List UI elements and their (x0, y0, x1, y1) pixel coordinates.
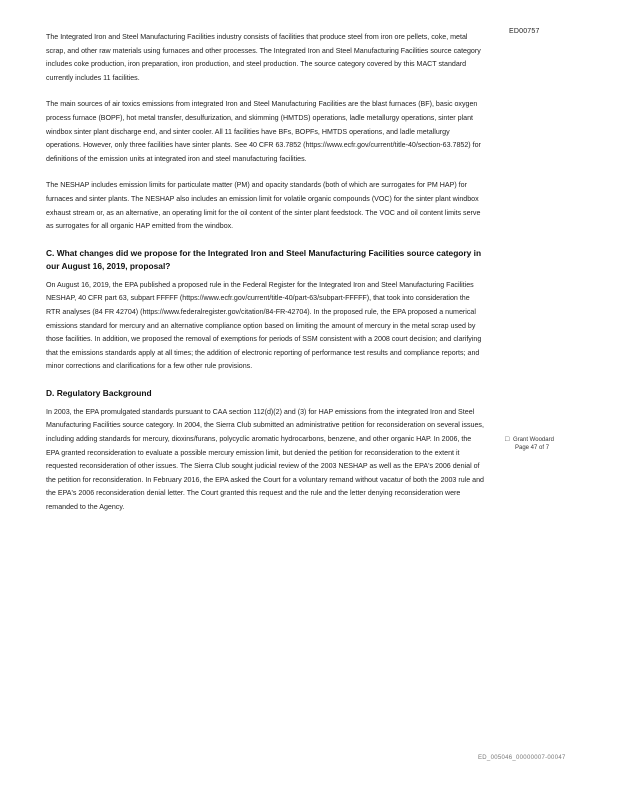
page-footer: ED_005046_00000007-00047 (478, 755, 566, 761)
comment-author: Grant Woodard (513, 437, 554, 443)
section-c-body: On August 16, 2019, the EPA published a proposed rule in the Federal Register for the Integrated Iron and Steel Manufacturing Facilities NESHAP, 40 CFR part 63, subpart FFFFF (https://www.ecfr.gov/current/title-40/part-63/subpart-FFFFF), that took into consideration the RTR analyses (84 FR 42704) (https://www.federalregister.gov/citation/84-FR-42704). In the proposed rule, the EPA proposed a numerical emissions standard for mercury and an alternative compliance option based on limiting the amount of mercury in the metal scrap used by those facilities. In addition, we proposed the removal of exemptions for periods of SSM consistent with a 2008 court decision; and clarifying that the emissions standards apply at all times; the addition of electronic reporting of performance test results and compliance reports; and minor corrections and clarifications for a few other rule provisions. (46, 280, 482, 371)
margin-comment[interactable] (505, 436, 585, 452)
neshap-limits-paragraph: The NESHAP includes emission limits for particulate matter (PM) and opacity standards (both of which are surrogates for PM HAP) for furnaces and sinter plants. The NESHAP also includes an emission limit for volatile organic compounds (VOC) for the sinter plant windbox exhaust stream or, as an alternative, an operating limit for the oil content of the sinter plant feedstock. The VOC and oil content limits serve as surrogates for all organic HAP emitted from the windbox. (46, 181, 481, 231)
comment-icon: □ (505, 436, 510, 443)
section-d-body: In 2003, the EPA promulgated standards pursuant to CAA section 112(d)(2) and (3) for HAP emissions from the integrated Iron and Steel Manufacturing Facilities source category. In 2004, the Sierra Club submitted an administrative petition for reconsideration on several issues, including adding standards for mercury, dioxins/furans, polycyclic aromatic hydrocarbons, benzene, and other organic HAP. In 2006, the EPA granted reconsideration to evaluate a possible mercury emission limit, but denied the petition for reconsideration to the extent it requested reconsideration of other issues. The Sierra Club sought judicial review of the 2003 NESHAP as well as the EPA's 2006 denial of the petition for reconsideration. In February 2016, the EPA asked the Court for a voluntary remand without vacatur of both the 2003 rule and the EPA's 2006 reconsideration denial letter. The Court granted this request and the rule and the letter denying reconsideration were remanded to the Agency. (46, 407, 484, 512)
section-d-heading: D. Regulatory Background (46, 387, 152, 398)
document-body (46, 31, 484, 528)
bates-number: ED00757 (509, 28, 540, 35)
emission-sources-paragraph: The main sources of air toxics emissions from integrated Iron and Steel Manufacturing Facilities are the blast furnaces (BF), basic oxygen process furnace (BOPF), hot metal transfer, desulfurization, and skimming (HMTDS) operations, ladle metallurgy operations, sinter plant windbox sinter plant discharge end, and sinter cooler. All 11 facilities have BFs, BOPFs, HMTDS operations, and ladle metallurgy operations. However, only three facilities have sinter plants. See 40 CFR 63.7852 (https://www.ecfr.gov/current/title-40/section-63.7852) for definitions of the emission units at integrated iron and steel manufacturing facilities. (46, 100, 481, 163)
section-c-heading: C. What changes did we propose for the Integrated Iron and Steel Manufacturing Facilities source category in our August 16, 2019, proposal? (46, 247, 482, 271)
intro-paragraph: The Integrated Iron and Steel Manufacturing Facilities industry consists of facilities that produce steel from iron ore pellets, coke, metal scrap, and other raw materials using furnaces and other processes. The Integrated Iron and Steel Manufacturing Facilities source category includes coke production, iron preparation, iron production, and steel production. The source category covered by this MACT standard currently includes 11 facilities. (46, 33, 481, 82)
comment-page-ref: Page 47 of 7 (515, 445, 550, 451)
